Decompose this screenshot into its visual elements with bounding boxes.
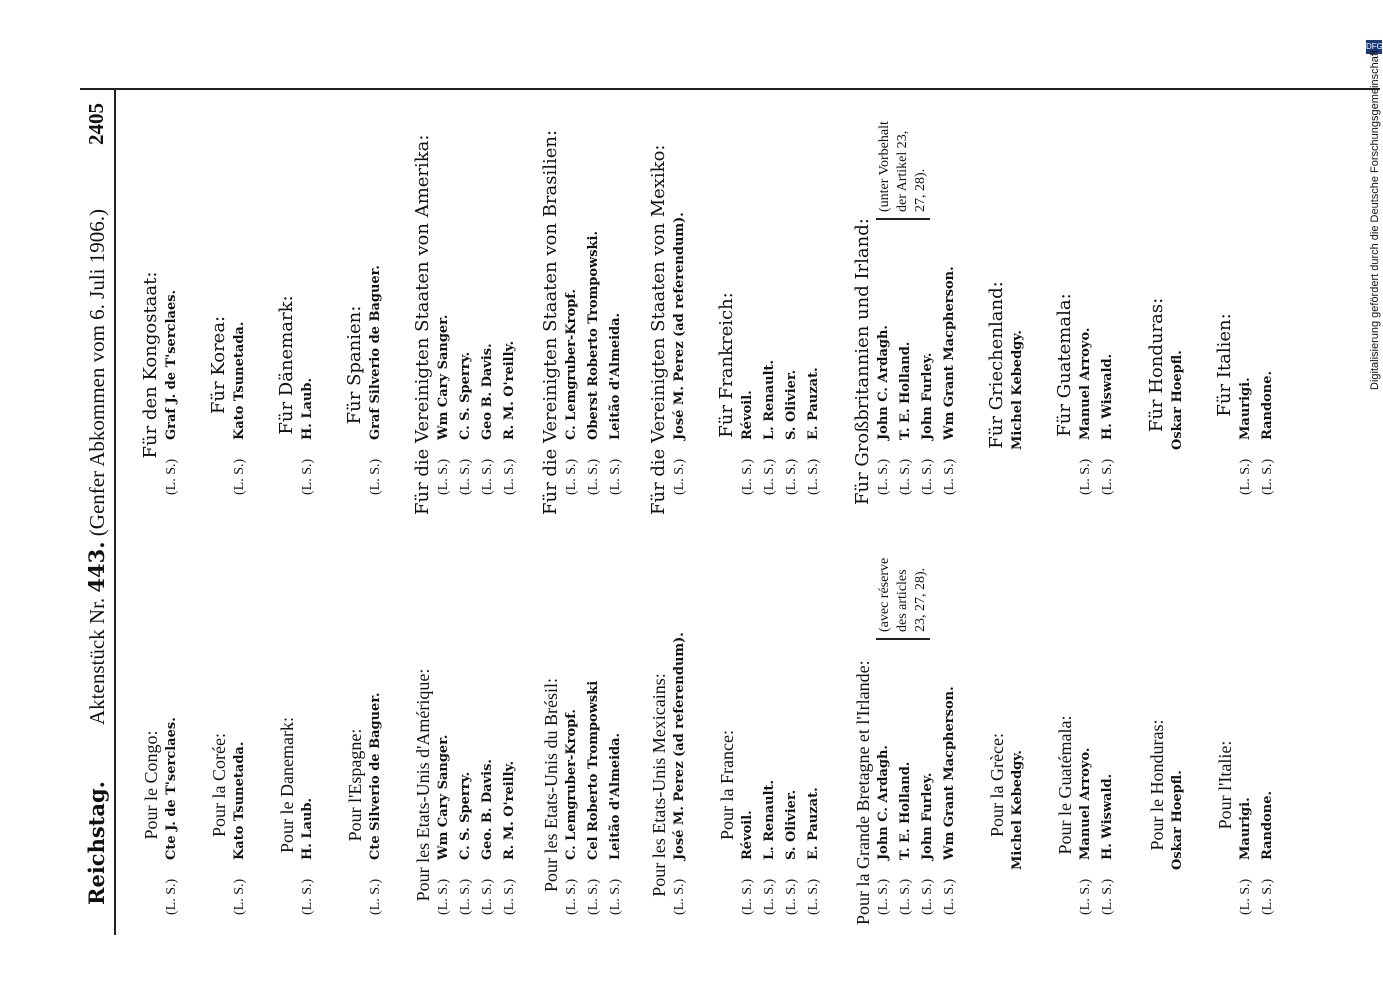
signatory-name: Révoil. <box>740 810 755 860</box>
seal-mark: (L. S.) <box>300 878 315 915</box>
signature-line <box>1098 115 1120 515</box>
country-heading: Für die Vereinigten Staaten von Mexiko: <box>648 144 669 515</box>
signatory-block-italie <box>1214 535 1280 935</box>
seal-mark: (L. S.) <box>876 458 891 495</box>
seal-mark: (L. S.) <box>502 878 517 915</box>
signatory-name: H. Laub. <box>300 798 315 860</box>
seal-mark: (L. S.) <box>784 878 799 915</box>
signatory-name: C. Lemgruber-Kropf. <box>564 709 579 860</box>
signatory-block-congo <box>140 115 184 515</box>
signature-line <box>940 115 962 515</box>
signatory-name: John Furley. <box>920 772 935 860</box>
signatory-block-coree <box>208 535 252 935</box>
signatory-name: H. Wiswald. <box>1100 773 1115 860</box>
signature-line <box>366 115 388 515</box>
signatory-name: Wm Cary Sanger. <box>436 314 451 440</box>
seal-mark: (L. S.) <box>740 458 755 495</box>
signatory-name: C. S. Sperry. <box>458 771 473 860</box>
signatory-name: L. Renault. <box>762 779 777 860</box>
signatory-name: Manuel Arroyo. <box>1078 747 1093 860</box>
signatory-block-mexique <box>648 115 692 515</box>
country-heading: Pour la Corée: <box>209 733 229 837</box>
signatory-name: John C. Ardagh. <box>876 745 891 860</box>
signatory-block-danemark <box>276 535 320 935</box>
country-heading: Pour l'Italie: <box>1215 740 1235 830</box>
country-heading: Für Guatemala: <box>1054 293 1075 437</box>
seal-mark: (L. S.) <box>458 458 473 495</box>
signature-line <box>478 115 500 515</box>
signature-line <box>1076 535 1098 935</box>
signatory-name: L. Renault. <box>762 359 777 440</box>
signatory-name: Michel Kebedgy. <box>1010 750 1025 870</box>
signatory-name: Leitão d'Almeida. <box>608 312 623 440</box>
country-heading: Pour les Etats-Unis d'Amérique: <box>413 668 433 902</box>
signature-line <box>162 535 184 935</box>
seal-mark: (L. S.) <box>1100 878 1115 915</box>
signature-line <box>1098 535 1120 935</box>
signatory-name: Kato Tsunetada. <box>232 741 247 860</box>
seal-mark: (L. S.) <box>920 878 935 915</box>
signatory-name: E. Pauzat. <box>806 367 821 440</box>
seal-mark: (L. S.) <box>806 458 821 495</box>
signature-line <box>500 115 522 515</box>
country-heading: Pour les Etats-Unis Mexicains: <box>649 673 669 897</box>
signatory-name: C. S. Sperry. <box>458 351 473 440</box>
signatory-name: S. Olivier. <box>784 369 799 440</box>
signatory-block-grece <box>986 535 1030 935</box>
signatory-name: H. Wiswald. <box>1100 353 1115 440</box>
signatory-name: Manuel Arroyo. <box>1078 327 1093 440</box>
digitization-credit: Digitalisierung gefördert durch die Deutsche Forschungsgemeinschaft <box>1369 50 1381 390</box>
seal-mark: (L. S.) <box>458 878 473 915</box>
signatory-block-france <box>716 535 826 935</box>
reservation-line: (unter Vorbehalt <box>877 121 892 212</box>
page-number: 2405 <box>84 103 108 145</box>
signature-line <box>1076 115 1098 515</box>
seal-mark: (L. S.) <box>368 878 383 915</box>
signature-line <box>1258 115 1280 515</box>
signatory-block-danemark <box>276 115 320 515</box>
country-heading: Pour l'Espagne: <box>345 728 365 842</box>
signatory-block-congo <box>140 535 184 935</box>
signatory-block-espagne <box>344 535 388 935</box>
signature-line <box>606 115 628 515</box>
signature-line <box>434 535 456 935</box>
seal-mark: (L. S.) <box>942 458 957 495</box>
signatory-name: T. E. Holland. <box>898 341 913 440</box>
signature-line <box>1168 115 1190 515</box>
country-heading: Pour le Guatémala: <box>1055 715 1075 855</box>
country-heading: Pour le Honduras: <box>1147 719 1167 851</box>
seal-mark: (L. S.) <box>784 458 799 495</box>
signatory-block-coree <box>208 115 252 515</box>
seal-mark: (L. S.) <box>942 878 957 915</box>
seal-mark: (L. S.) <box>1078 458 1093 495</box>
seal-mark: (L. S.) <box>502 458 517 495</box>
signatory-block-france <box>716 115 826 515</box>
seal-mark: (L. S.) <box>762 458 777 495</box>
seal-mark: (L. S.) <box>586 458 601 495</box>
country-heading: Pour la France: <box>717 730 737 840</box>
signature-line <box>298 535 320 935</box>
signatory-name: Geo. B. Davis. <box>480 759 495 860</box>
seal-mark: (L. S.) <box>898 878 913 915</box>
signatory-name: José M. Perez (ad referendum). <box>672 632 687 860</box>
country-heading: Für Frankreich: <box>716 292 737 438</box>
seal-mark: (L. S.) <box>898 458 913 495</box>
country-heading: Für Griechenland: <box>986 281 1007 449</box>
seal-mark: (L. S.) <box>164 878 179 915</box>
header-title: Aktenstück Nr. 443. (Genfer Abkommen vom 6. Juli 1906.) <box>84 208 109 725</box>
reservation-line: 23, 27, 28). <box>913 567 928 632</box>
seal-mark: (L. S.) <box>740 878 755 915</box>
seal-mark: (L. S.) <box>1260 458 1275 495</box>
seal-mark: (L. S.) <box>436 458 451 495</box>
signatory-name: Oskar Hoepfl. <box>1170 350 1185 450</box>
signatory-block-honduras <box>1146 535 1190 935</box>
signatory-name: Maurigi. <box>1238 797 1253 860</box>
seal-mark: (L. S.) <box>368 458 383 495</box>
country-heading: Für die Vereinigten Staaten von Amerika: <box>412 134 433 515</box>
seal-mark: (L. S.) <box>436 878 451 915</box>
signatory-name: Wm Grant Macpherson. <box>942 686 957 860</box>
signature-line <box>804 115 826 515</box>
reservation-line: der Artikel 23, <box>895 130 910 212</box>
signatory-name: Graf J. de T'serclaes. <box>164 289 179 440</box>
signatory-name: Randone. <box>1260 791 1275 860</box>
reservation-note <box>876 558 930 640</box>
signatory-block-gb <box>852 115 962 515</box>
signature-line <box>562 535 584 935</box>
signatory-name: Cte J. de T'serclaes. <box>164 717 179 860</box>
seal-mark: (L. S.) <box>920 458 935 495</box>
signatory-name: S. Olivier. <box>784 789 799 860</box>
signatory-name: Cte Silverio de Baguer. <box>368 692 383 860</box>
signature-line <box>670 535 692 935</box>
signature-line <box>478 535 500 935</box>
signatory-name: E. Pauzat. <box>806 787 821 860</box>
signature-line <box>456 535 478 935</box>
page-header <box>84 90 114 935</box>
seal-mark: (L. S.) <box>1260 878 1275 915</box>
reservation-note <box>876 121 930 220</box>
reservation-line: des articles <box>895 569 910 632</box>
signatory-name: Oskar Hoepfl. <box>1170 770 1185 870</box>
signatory-block-espagne <box>344 115 388 515</box>
signature-line <box>738 115 760 515</box>
signature-line <box>230 115 252 515</box>
seal-mark: (L. S.) <box>480 878 495 915</box>
signatory-name: John C. Ardagh. <box>876 325 891 440</box>
document-page <box>80 75 1380 935</box>
signatory-block-mexique <box>648 535 692 935</box>
signatory-name: Oberst Roberto Trompowski. <box>586 230 601 440</box>
country-heading: Für den Kongostaat: <box>140 271 161 459</box>
seal-mark: (L. S.) <box>164 458 179 495</box>
signatory-name: Cel Roberto Trompowski <box>586 680 601 860</box>
signatory-block-gb <box>852 535 962 935</box>
signature-line <box>500 535 522 935</box>
country-heading: Für Italien: <box>1214 313 1235 417</box>
signatory-name: Randone. <box>1260 371 1275 440</box>
signatory-block-honduras <box>1146 115 1190 515</box>
signature-line <box>1168 535 1190 935</box>
margin-rule <box>80 88 1380 90</box>
signature-line <box>782 535 804 935</box>
signatory-block-usa <box>412 115 522 515</box>
signatory-name: Geo B. Davis. <box>480 343 495 440</box>
seal-mark: (L. S.) <box>480 458 495 495</box>
signatory-name: Michel Kebedgy. <box>1010 330 1025 450</box>
seal-mark: (L. S.) <box>1238 878 1253 915</box>
signature-line <box>738 535 760 935</box>
seal-mark: (L. S.) <box>232 458 247 495</box>
country-heading: Für Dänemark: <box>276 295 297 435</box>
seal-mark: (L. S.) <box>586 878 601 915</box>
signature-line <box>1236 535 1258 935</box>
reservation-line: (avec réserve <box>877 557 892 632</box>
signature-line <box>584 115 606 515</box>
signatory-name: Kato Tsunetada. <box>232 321 247 440</box>
signature-line <box>760 115 782 515</box>
signature-line <box>670 115 692 515</box>
signatory-name: Leitão d'Almeida. <box>608 732 623 860</box>
country-heading: Für Großbritannien und Irland: <box>852 218 873 505</box>
reservation-line: 27, 28). <box>913 168 928 212</box>
signatory-name: Wm Cary Sanger. <box>436 734 451 860</box>
seal-mark: (L. S.) <box>876 878 891 915</box>
signature-line <box>434 115 456 515</box>
country-heading: Für Honduras: <box>1146 297 1167 433</box>
country-heading: Pour la Grèce: <box>987 733 1007 837</box>
signature-line <box>782 115 804 515</box>
signature-line <box>366 535 388 935</box>
signature-line <box>1236 115 1258 515</box>
signatory-block-bresil <box>540 535 628 935</box>
seal-mark: (L. S.) <box>806 878 821 915</box>
signature-line <box>298 115 320 515</box>
signature-line <box>456 115 478 515</box>
country-heading: Pour la Grande Bretagne et l'Irlande: <box>853 660 873 925</box>
signatory-block-guatemala <box>1054 535 1120 935</box>
seal-mark: (L. S.) <box>300 458 315 495</box>
header-left: Reichstag. <box>84 781 109 905</box>
signatory-name: Révoil. <box>740 390 755 440</box>
country-heading: Pour les Etats-Unis du Brésil: <box>541 678 561 892</box>
seal-mark: (L. S.) <box>762 878 777 915</box>
seal-mark: (L. S.) <box>1238 458 1253 495</box>
country-heading: Pour le Congo: <box>141 730 161 840</box>
header-rule <box>114 90 116 935</box>
signatory-name: Graf Silverio de Baguer. <box>368 265 383 440</box>
signature-line <box>584 535 606 935</box>
signature-line <box>760 535 782 935</box>
signatory-name: R. M. O'reilly. <box>502 340 517 440</box>
signatory-name: John Furley. <box>920 352 935 440</box>
country-heading: Für Korea: <box>208 315 229 415</box>
signature-line <box>230 535 252 935</box>
signature-line <box>1008 115 1030 515</box>
seal-mark: (L. S.) <box>564 878 579 915</box>
signature-line <box>162 115 184 515</box>
signatory-name: José M. Perez (ad referendum). <box>672 212 687 440</box>
signature-line <box>606 535 628 935</box>
dfg-logo: DFG <box>1366 40 1382 54</box>
seal-mark: (L. S.) <box>232 878 247 915</box>
country-heading: Pour le Danemark: <box>277 717 297 853</box>
signatory-name: C. Lemgruber-Kropf. <box>564 289 579 440</box>
seal-mark: (L. S.) <box>1078 878 1093 915</box>
signature-line <box>562 115 584 515</box>
seal-mark: (L. S.) <box>672 878 687 915</box>
signature-line <box>804 535 826 935</box>
signatory-name: Wm Grant Macpherson. <box>942 266 957 440</box>
signatory-name: R. M. O'reilly. <box>502 760 517 860</box>
seal-mark: (L. S.) <box>564 458 579 495</box>
seal-mark: (L. S.) <box>672 458 687 495</box>
seal-mark: (L. S.) <box>608 878 623 915</box>
signatory-block-usa <box>412 535 522 935</box>
signatory-block-italie <box>1214 115 1280 515</box>
signatory-name: T. E. Holland. <box>898 761 913 860</box>
signature-line <box>940 535 962 935</box>
seal-mark: (L. S.) <box>608 458 623 495</box>
signatory-name: H. Laub. <box>300 378 315 440</box>
country-heading: Für die Vereinigten Staaten von Brasilien: <box>540 129 561 515</box>
country-heading: Für Spanien: <box>344 305 365 425</box>
seal-mark: (L. S.) <box>1100 458 1115 495</box>
signature-line <box>1008 535 1030 935</box>
signatory-block-guatemala <box>1054 115 1120 515</box>
signatory-block-grece <box>986 115 1030 515</box>
signatory-block-bresil <box>540 115 628 515</box>
signatory-name: Maurigi. <box>1238 377 1253 440</box>
signature-line <box>1258 535 1280 935</box>
